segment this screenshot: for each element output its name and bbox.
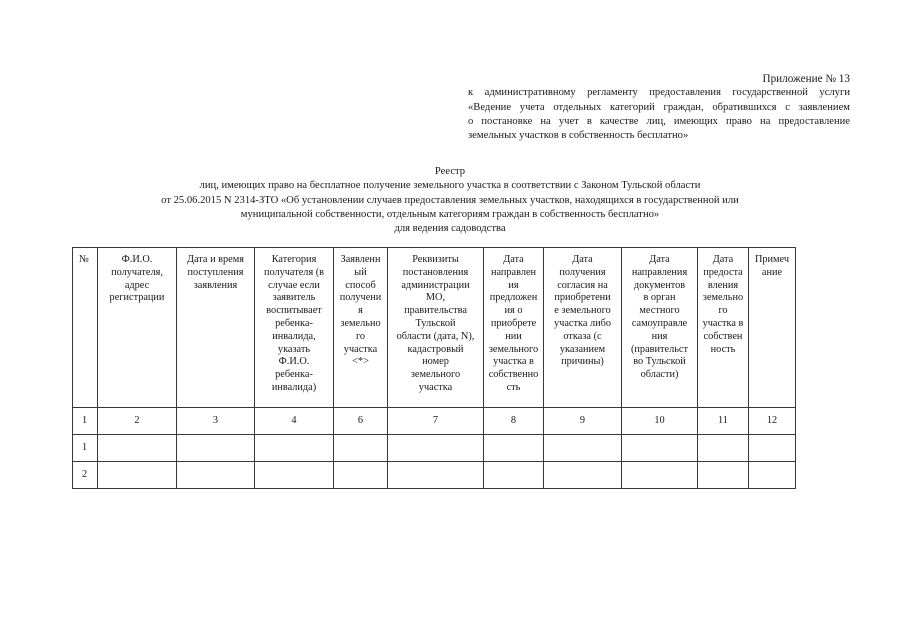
column-header-line: причины) [561, 356, 604, 368]
column-header-line: ия [508, 279, 519, 291]
appendix-line: о постановке на учет в качестве лиц, имеющих право на предоставление [468, 115, 850, 127]
column-header [544, 248, 622, 408]
registry-subtitle-line: муниципальной собственности, отдельным категориям граждан в собственность бесплатно» [240, 208, 660, 220]
column-header [749, 248, 796, 408]
column-header-line: направлен [490, 266, 537, 278]
column-header-line: ния [651, 330, 668, 342]
table-header-row [73, 248, 796, 408]
column-header-line: получения [559, 266, 606, 278]
registry-subtitle-line: лиц, имеющих право на бесплатное получение земельного участка в соответствии с Законом Тульской области [199, 180, 701, 192]
column-number: 6 [334, 408, 388, 435]
registry-heading [80, 165, 820, 236]
table-cell [484, 435, 544, 462]
table-cell [544, 435, 622, 462]
row-number: 1 [73, 435, 98, 462]
table-cell [749, 462, 796, 489]
column-header-line: Примеч [754, 254, 790, 265]
table-cell [622, 462, 698, 489]
registry-subtitle-line: для ведения садоводства [394, 223, 506, 235]
column-header-line: участка [418, 381, 453, 393]
column-number: 11 [698, 408, 749, 435]
table-cell [622, 435, 698, 462]
table-body [73, 435, 796, 489]
table-cell [98, 462, 177, 489]
column-header-line: отказа (с [563, 330, 602, 342]
column-header-line: получателя (в [263, 266, 325, 278]
column-number-row [73, 408, 796, 435]
table-row [73, 435, 796, 462]
column-header-line: правительства [404, 305, 467, 317]
column-header-line: ание [761, 266, 783, 278]
row-number: 2 [73, 462, 98, 489]
column-header-line: собственно [488, 369, 539, 381]
registry-table [72, 247, 796, 489]
column-header [484, 248, 544, 408]
column-header [177, 248, 255, 408]
appendix-line: земельных участков в собственность бесплатно» [468, 130, 689, 142]
column-header-line: Реквизиты [412, 254, 459, 265]
column-header-line: адрес [124, 279, 150, 291]
column-header-line: я [358, 305, 363, 317]
table-cell [334, 435, 388, 462]
column-header-line: приобрете [490, 317, 537, 329]
column-header-line: ия о [504, 305, 523, 317]
column-header [334, 248, 388, 408]
column-header-line: указанием [559, 343, 606, 355]
column-number: 9 [544, 408, 622, 435]
column-header [98, 248, 177, 408]
column-header-line: указать [277, 343, 311, 355]
appendix-title: Приложение № 13 [762, 73, 850, 85]
column-header-line: участка либо [554, 317, 611, 329]
column-header [698, 248, 749, 408]
table-row [73, 462, 796, 489]
column-header-line: Дата [712, 254, 734, 265]
column-header-line: постановления [402, 266, 469, 278]
column-header-line: получени [339, 292, 382, 304]
appendix-line: к административному регламенту предоставления государственной услуги [468, 87, 850, 99]
column-header-line: направления [631, 266, 688, 278]
column-header-line: участка в [493, 356, 534, 368]
table-cell [749, 435, 796, 462]
column-header-line: способ [345, 279, 376, 291]
column-number: 12 [749, 408, 796, 435]
column-header-line: предложен [489, 292, 538, 304]
column-number: 3 [177, 408, 255, 435]
table-cell [177, 462, 255, 489]
column-header-line: (правительст [630, 343, 688, 355]
column-header [622, 248, 698, 408]
column-header-line: МО, [425, 292, 446, 304]
column-header-line: местного [639, 305, 680, 317]
column-header-line: номер [422, 356, 449, 368]
table-cell [98, 435, 177, 462]
column-header-line: Ф.И.О. [278, 356, 310, 368]
table-cell [698, 462, 749, 489]
column-header-line: нии [505, 330, 522, 342]
column-header-line: го [355, 330, 366, 342]
table-cell [698, 435, 749, 462]
column-number: 8 [484, 408, 544, 435]
column-header-line: ый [354, 266, 367, 278]
column-header-line: самоуправле [631, 317, 688, 329]
table-cell [334, 462, 388, 489]
column-header-line: сть [506, 381, 521, 393]
column-header-line: области (дата, N), [396, 330, 475, 342]
registry-subtitle-line: от 25.06.2015 N 2314-ЗТО «Об установлении случаев предоставления земельных участков, находящихся в государственной или [161, 194, 739, 206]
table-cell [388, 462, 484, 489]
column-header-line: ность [710, 343, 736, 355]
column-header-line: согласия на [557, 279, 608, 291]
column-header-line: собствен [703, 330, 743, 342]
column-header-line: земельного [488, 343, 539, 355]
column-header-line: администрации [401, 279, 470, 291]
column-header-line: получателя, [111, 266, 163, 278]
column-header-line: Тульской [415, 317, 456, 329]
column-header-line: кадастровый [407, 343, 464, 355]
column-header-line: заявитель [272, 292, 316, 304]
column-header-line: воспитывает [266, 305, 322, 317]
column-header-line: е земельного [554, 305, 611, 317]
column-header-line: инвалида, [272, 330, 316, 342]
column-header-line: го [718, 305, 728, 317]
table-cell [255, 462, 334, 489]
column-header-line: участка [343, 343, 378, 355]
column-number: 4 [255, 408, 334, 435]
column-header-line: № [79, 254, 89, 265]
column-header-line: Дата [503, 254, 524, 265]
column-header-line: Категория [271, 254, 317, 265]
column-header-line: ребенка- [275, 369, 313, 381]
column-header-line: инвалида) [271, 381, 317, 393]
column-header-line: земельно [702, 292, 744, 304]
column-header-line: Дата и время [186, 254, 244, 265]
column-number: 10 [622, 408, 698, 435]
column-header-line: участка в [702, 317, 744, 329]
column-header-line: вления [707, 279, 739, 291]
column-header-line: Дата [572, 254, 593, 265]
column-header-line: ребенка- [275, 317, 313, 329]
column-header-line: документов [633, 279, 686, 291]
column-header-line: случае если [268, 279, 320, 291]
column-header-line: <*> [352, 356, 369, 368]
column-number: 2 [98, 408, 177, 435]
table-cell [484, 462, 544, 489]
column-header-line: земельного [410, 369, 461, 381]
table-cell [177, 435, 255, 462]
column-header-line: приобретени [554, 292, 611, 304]
column-header-line: в орган [643, 292, 676, 304]
column-header-line: области) [640, 369, 679, 381]
column-header-line: предоста [703, 266, 743, 278]
column-header-line: Дата [649, 254, 670, 265]
appendix-line: «Ведение учета отдельных категорий граждан, обратившихся с заявлением [468, 101, 850, 113]
registry-title: Реестр [434, 166, 466, 177]
column-number: 1 [73, 408, 98, 435]
appendix-block [468, 72, 850, 143]
table-cell [388, 435, 484, 462]
table-cell [255, 435, 334, 462]
column-header-line: Заявленн [340, 254, 381, 265]
column-header-line: земельно [340, 317, 381, 329]
column-header-line: Ф.И.О. [121, 254, 153, 265]
table-cell [544, 462, 622, 489]
column-header-line: во Тульской [633, 356, 686, 368]
column-header-line: регистрации [109, 292, 165, 304]
column-header [73, 248, 98, 408]
column-header [255, 248, 334, 408]
column-header [388, 248, 484, 408]
column-header-line: поступления [187, 266, 244, 278]
column-number: 7 [388, 408, 484, 435]
column-header-line: заявления [193, 279, 238, 291]
